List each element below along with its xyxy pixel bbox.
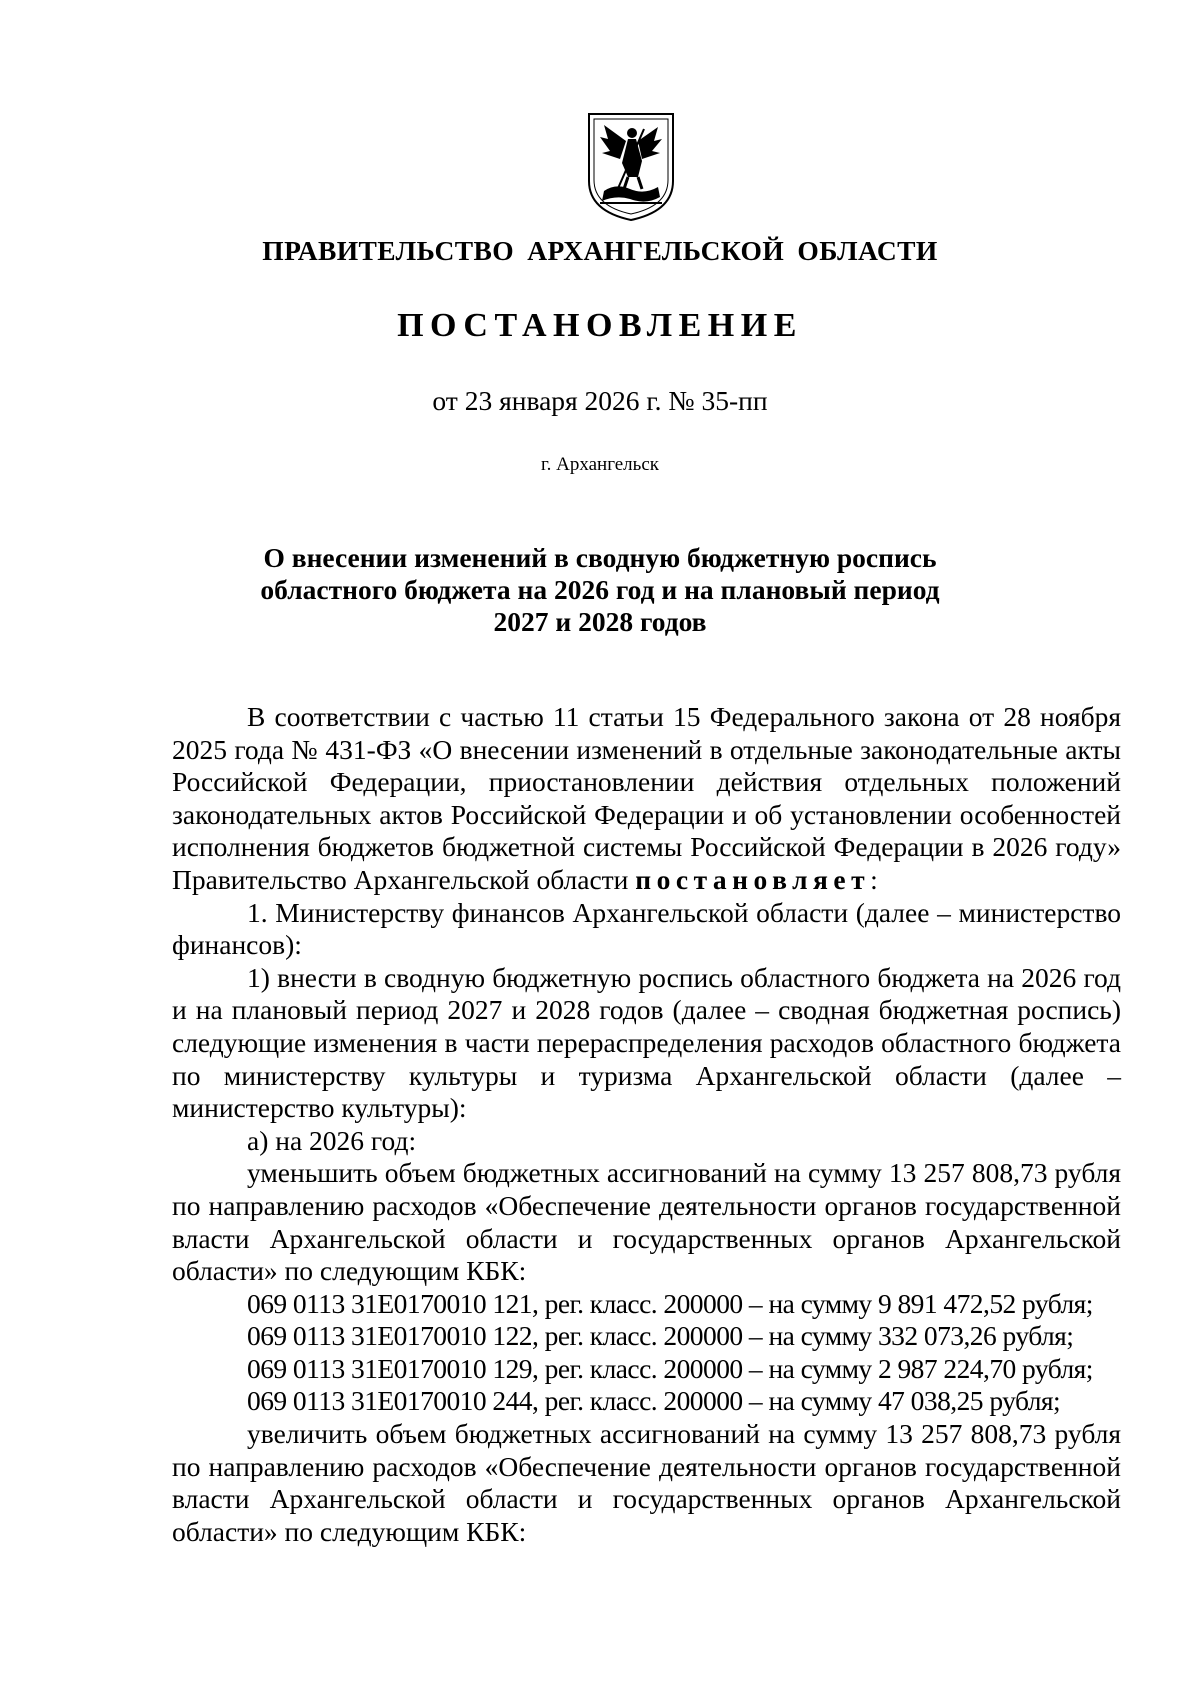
increase-paragraph: увеличить объем бюджетных ассигнований на сумму 13 257 808,73 рубля по направлению расходов «Обеспечение деятельности органов государственной власти Архангельской области и государственных органов Архангельской области» по следующим КБК: <box>172 1418 1121 1547</box>
kbk-line: 069 0113 31Е0170010 121, рег. класс. 200000 – на сумму 9 891 472,52 рубля; <box>247 1287 1093 1319</box>
kbk-line: 069 0113 31Е0170010 244, рег. класс. 200000 – на сумму 47 038,25 рубля; <box>247 1385 1061 1417</box>
title-line: О внесении изменений в сводную бюджетную роспись <box>263 542 937 573</box>
document-type: ПОСТАНОВЛЕНИЕ <box>397 307 803 344</box>
intro-text: В соответствии с частью 11 статьи 15 Федерального закона от 28 ноября 2025 года № 431-ФЗ «О внесении изменений в отдельные законодательные акты Российской Федерации, приостановлении действия отдельных положений законодательных актов Российской Федерации и об установлении особенностей исполнения бюджетов бюджетной системы Российской Федерации в 2026 году» Правительство Архангельской области <box>172 701 1121 895</box>
city: г. Архангельск <box>540 454 659 475</box>
date-and-number: от 23 января 2026 г. № 35-пп <box>432 385 768 416</box>
intro-paragraph <box>172 701 1121 897</box>
kbk-line: 069 0113 31Е0170010 129, рег. класс. 200000 – на сумму 2 987 224,70 рубля; <box>247 1352 1093 1384</box>
decrease-paragraph: уменьшить объем бюджетных ассигнований на сумму 13 257 808,73 рубля по направлению расходов «Обеспечение деятельности органов государственной власти Архангельской области и государственных органов Архангельской области» по следующим КБК: <box>172 1157 1121 1287</box>
item-1: 1. Министерству финансов Архангельской области (далее – министерство финансов): <box>172 896 1121 961</box>
title-line: 2027 и 2028 годов <box>493 606 707 637</box>
document-body <box>172 701 1121 1548</box>
resolves-word: постановляет <box>635 863 871 895</box>
resolves-colon: : <box>870 863 878 895</box>
item-1-1: 1) внести в сводную бюджетную роспись областного бюджета на 2026 год и на плановый период 2027 и 2028 годов (далее – сводная бюджетная роспись) следующие изменения в части перераспределения расходов областного бюджета по министерству культуры и туризма Архангельской области (далее – министерство культуры): <box>172 961 1121 1124</box>
item-a: а) на 2026 год: <box>247 1124 417 1156</box>
government-name: ПРАВИТЕЛЬСТВО АРХАНГЕЛЬСКОЙ ОБЛАСТИ <box>262 235 938 266</box>
kbk-line: 069 0113 31Е0170010 122, рег. класс. 200000 – на сумму 332 073,26 рубля; <box>247 1320 1074 1352</box>
document-title <box>150 542 1050 638</box>
title-line: областного бюджета на 2026 год и на плановый период <box>260 574 940 605</box>
coat-of-arms-emblem <box>586 111 676 223</box>
